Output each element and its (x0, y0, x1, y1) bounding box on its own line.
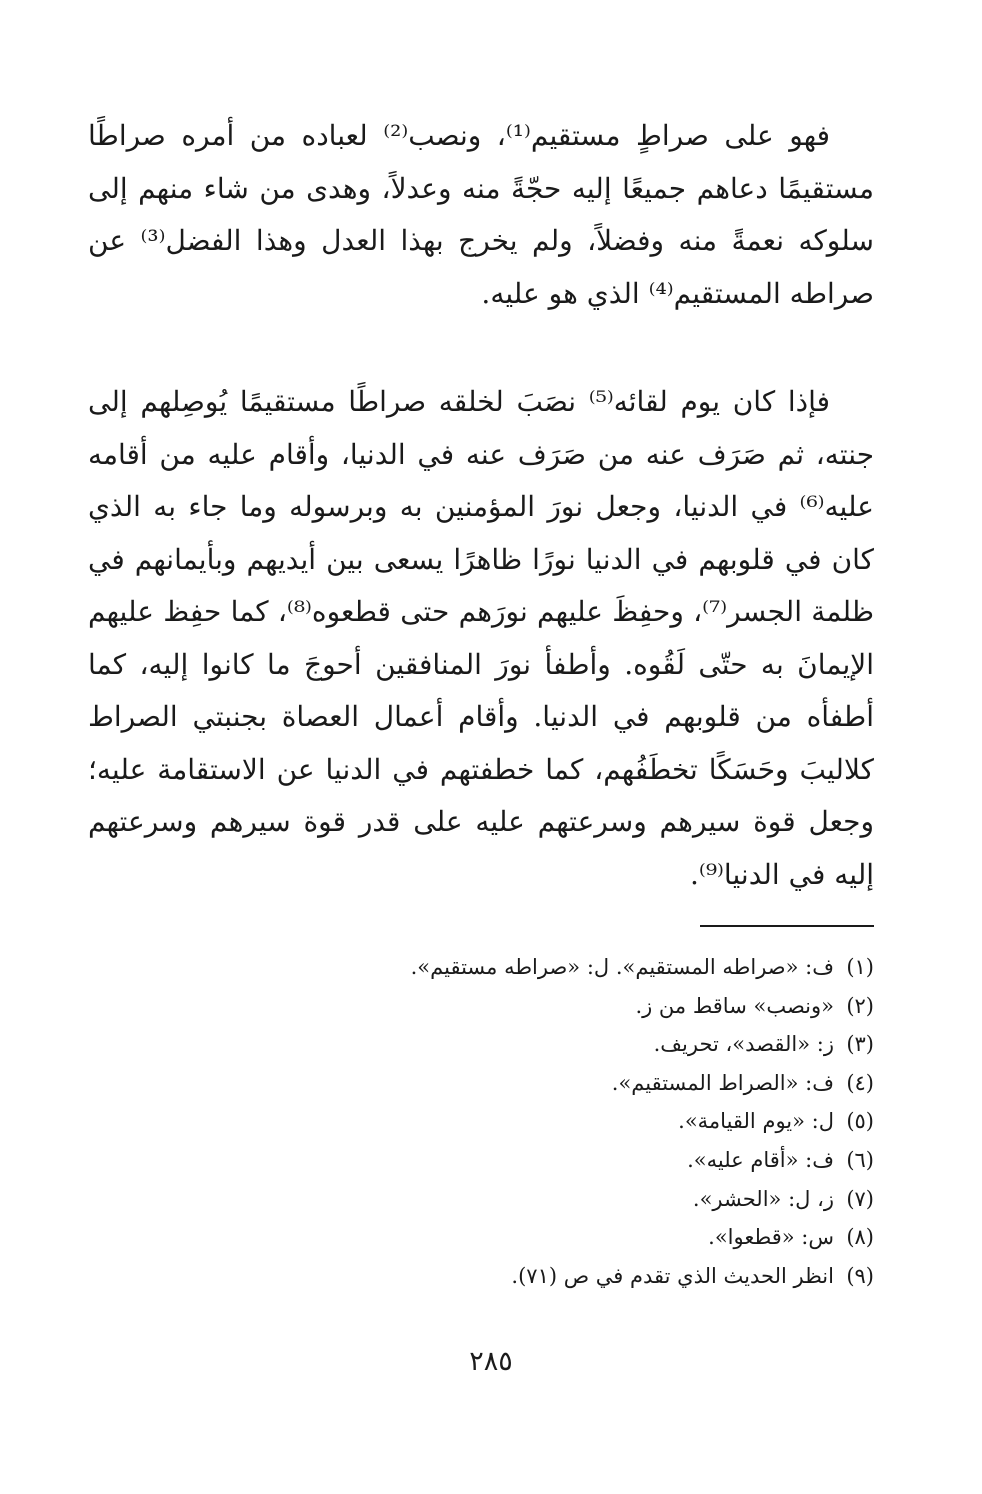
footnote-number: (٥) (846, 1109, 874, 1134)
page-number: ٢٨٥ (469, 1346, 513, 1377)
footnote-2 (274, 987, 874, 1026)
paragraph-1: فهو على صراطٍ مستقيم⁽¹⁾، ونصب⁽²⁾ لعباده من أمره صراطًا مستقيمًا دعاهم جميعًا إليه حجّةً منه وعدلاً، وهدى من شاء منهم إلى سلوكه نعمةً منه وفضلاً، ولم يخرج بهذا العدل وهذا الفضل⁽³⁾ عن صراطه المستقيم⁽⁴⁾ الذي هو عليه. (88, 119, 874, 310)
footnote-separator (700, 925, 874, 927)
footnote-number: (٩) (846, 1263, 874, 1288)
footnote-number: (٦) (846, 1147, 874, 1172)
footnote-text: انظر الحديث الذي تقدم في ص (٧١). (511, 1263, 834, 1288)
footnotes-list (274, 948, 874, 1295)
footnote-number: (٤) (846, 1070, 874, 1095)
footnote-text: «ونصب» ساقط من ز. (635, 993, 834, 1018)
footnote-text: ف: «الصراط المستقيم». (611, 1070, 834, 1095)
footnote-number: (٨) (846, 1225, 874, 1250)
footnote-6 (274, 1141, 874, 1180)
footnote-3 (274, 1025, 874, 1064)
footnote-text: س: «قطعوا». (708, 1225, 834, 1250)
footnote-number: (٧) (846, 1186, 874, 1211)
footnote-text: ز، ل: «الحشر». (692, 1186, 834, 1211)
footnote-4 (274, 1064, 874, 1103)
main-text (88, 110, 874, 901)
footnote-5 (274, 1102, 874, 1141)
footnote-text: ف: «أقام عليه». (687, 1147, 834, 1172)
footnote-9 (274, 1257, 874, 1296)
footnote-1 (274, 948, 874, 987)
footnote-number: (٢) (846, 993, 874, 1018)
footnote-7 (274, 1180, 874, 1219)
paragraph-2: فإذا كان يوم لقائه⁽⁵⁾ نصَبَ لخلقه صراطًا مستقيمًا يُوصِلهم إلى جنته، ثم صَرَف عنه من صَرَف عنه في الدنيا، وأقام عليه من أقامه عليه⁽⁶⁾ في الدنيا، وجعل نورَ المؤمنين به وبرسوله وما جاء به الذي كان في قلوبهم في الدنيا نورًا ظاهرًا يسعى بين أيديهم وبأيمانهم في ظلمة الجسر⁽⁷⁾، وحفِظَ عليهم نورَهم حتى قطعوه⁽⁸⁾، كما حفِظ عليهم الإيمانَ به حتّى لَقُوه. وأطفأ نورَ المنافقين أحوجَ ما كانوا إليه، كما أطفأه من قلوبهم في الدنيا. وأقام أعمال العصاة بجنبتي الصراط كلاليبَ وحَسَكًا تخطَفُهم، كما خطفتهم في الدنيا عن الاستقامة عليه؛ وجعل قوة سيرهم وسرعتهم عليه على قدر قوة سيرهم وسرعتهم إليه في الدنيا⁽⁹⁾. (88, 385, 875, 891)
footnote-text: ل: «يوم القيامة». (678, 1109, 834, 1134)
footnote-text: ف: «صراطه المستقيم». ل: «صراطه مستقيم». (410, 955, 834, 979)
footnote-8 (274, 1218, 874, 1257)
footnote-number: (١) (846, 955, 874, 979)
footnote-text: ز: «القصد»، تحريف. (653, 1032, 834, 1057)
footnote-number: (٣) (846, 1032, 874, 1057)
